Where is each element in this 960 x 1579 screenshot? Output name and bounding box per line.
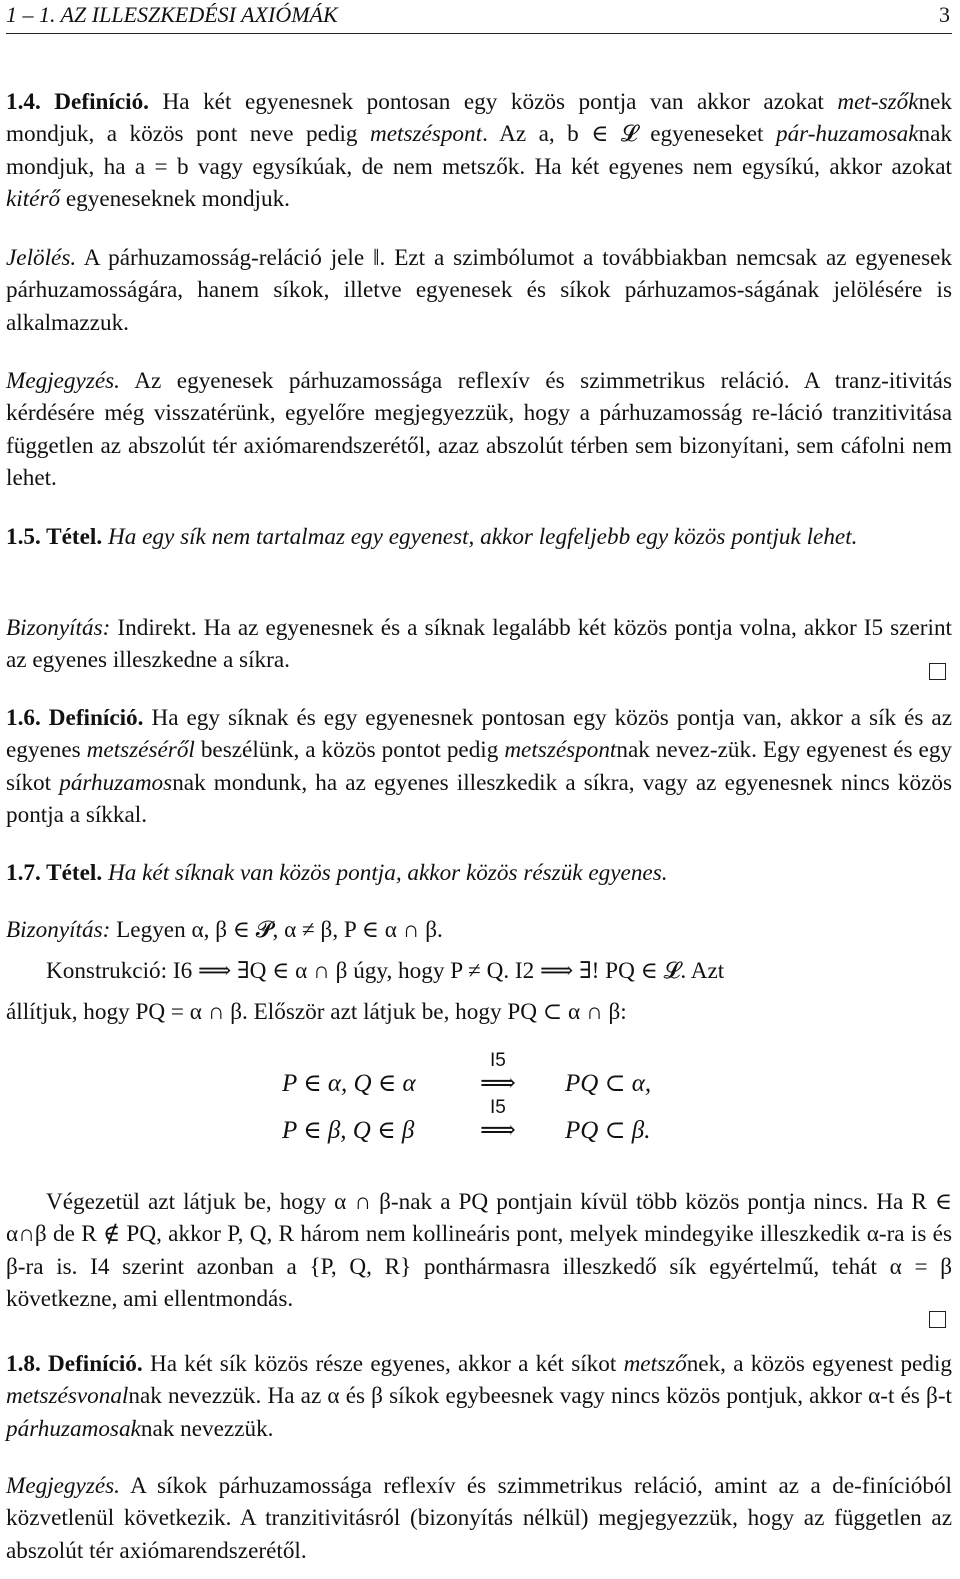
emph-term: metszéspont	[370, 121, 483, 148]
display-eq-1-axiom: I5	[490, 1050, 506, 1071]
body-text: Konstrukció: I6 ⟹ ∃Q ∈ α ∩ β úgy, hogy P ≠ Q. I2 ⟹ ∃! PQ ∈ 𝓛. Azt	[46, 958, 725, 984]
emph-term: metszéspont	[504, 737, 617, 764]
body-text: A síkok párhuzamossága reflexív és szimmetrikus reláció, amint az a de-finícióból közvetlenül következik. A tranzitivitásról (bizonyítás nélkül) megjegyezzük, hogy az független az abszolút tér axiómarendszerétől.	[6, 1473, 952, 1564]
body-text: Az egyenesek párhuzamossága reflexív és szimmetrikus reláció. A tranz-itivitás kérdésére még visszatérünk, egyelőre megjegyezzük, hogy a párhuzamosság re-láció tranzitivitása független az abszolút tér axiómarendszerétől, azaz abszolút térben sem bizonyítani, sem cáfolni nem lehet.	[6, 368, 952, 491]
body-text: Ha egy síknak és egy egyenesnek pontosan egy közös pontja van, akkor a sík és az egyenes	[6, 705, 952, 764]
display-eq-1-right: PQ ⊂ α,	[565, 1070, 652, 1097]
definition-1-8	[6, 1348, 952, 1445]
emph-term: kitérő	[6, 185, 61, 212]
theorem-text: Ha két síknak van közös pontja, akkor közös részük egyenes.	[102, 860, 668, 886]
body-text: A párhuzamosság-reláció jele ‖. Ezt a szimbólumot a továbbiakban nemcsak az egyenesek párhuzamosságára, hanem síkok, illetve egyenesek és síkok párhuzamos-ságának jelölésére is alkalmazzuk.	[6, 245, 952, 336]
remark-label: Megjegyzés.	[6, 1473, 120, 1499]
emph-term: pár-huzamosak	[775, 121, 919, 148]
body-text: nek, a közös egyenest pedig	[686, 1351, 952, 1377]
header-title: 1 – 1. AZ ILLESZKEDÉSI AXIÓMÁK	[6, 2, 338, 27]
body-text: nak nevez-zük. Egy egyenest és egy síkot	[6, 737, 953, 796]
body-text: állítjuk, hogy PQ = α ∩ β. Először azt látjuk be, hogy PQ ⊂ α ∩ β:	[6, 999, 627, 1025]
body-text: Ha két egyenesnek pontosan egy közös pontja van akkor azokat	[148, 89, 838, 115]
proof-1-7-line-3	[6, 996, 952, 1028]
body-text: nek mondjuk, a közös pont neve pedig	[6, 89, 953, 148]
remark-label: Megjegyzés.	[6, 368, 120, 394]
qed-box-icon	[929, 663, 946, 680]
implies-arrow-icon: ⟹	[480, 1070, 516, 1097]
theorem-text: Ha egy sík nem tartalmaz egy egyenest, akkor legfeljebb egy közös pontjuk lehet.	[102, 524, 858, 550]
theorem-1-7	[6, 857, 952, 889]
proof-label: Bizonyítás:	[6, 917, 111, 943]
emph-term: párhuzamos	[59, 769, 173, 796]
emph-term: metszéséről	[86, 737, 195, 764]
qed-box-icon	[929, 1311, 946, 1328]
body-text: . Az a, b ∈ 𝓛 egyeneseket	[482, 121, 776, 148]
running-header	[6, 0, 952, 32]
body-text: beszélünk, a közös pontot pedig	[194, 737, 505, 764]
remark-2	[6, 1470, 952, 1567]
definition-1-4	[6, 86, 952, 215]
definition-label: 1.4. Definíció.	[6, 89, 149, 115]
body-text: egyeneseknek mondjuk.	[60, 185, 290, 212]
emph-term: met-szők	[837, 89, 919, 115]
emph-term: metsző	[623, 1351, 687, 1377]
body-text: nak mondunk, ha az egyenes illeszkedik a síkra, vagy az egyenesnek nincs közös pontja a síkkal.	[6, 769, 952, 828]
proof-1-7-paragraph-2	[6, 1186, 952, 1315]
emph-term: metszésvonal	[6, 1383, 129, 1410]
notation-label: Jelölés.	[6, 245, 77, 271]
display-eq-2-right: PQ ⊂ β.	[565, 1117, 651, 1144]
body-text: Indirekt. Ha az egyenesnek és a síknak legalább két közös pontja volna, akkor I5 szerint az egyenes illeszkedne a síkra.	[6, 615, 952, 674]
proof-1-7-line-1	[6, 914, 952, 946]
implies-arrow-icon: ⟹	[480, 1117, 516, 1144]
remark-1	[6, 365, 952, 494]
definition-label: 1.8. Definíció.	[6, 1351, 143, 1377]
header-rule	[6, 33, 952, 34]
display-eq-1-left: P ∈ α, Q ∈ α	[282, 1070, 416, 1097]
theorem-label: 1.5. Tétel.	[6, 524, 103, 550]
theorem-label: 1.7. Tétel.	[6, 860, 103, 886]
notation-paragraph	[6, 242, 952, 339]
body-text: Legyen α, β ∈ 𝓟, α ≠ β, P ∈ α ∩ β.	[110, 917, 443, 943]
page-number: 3	[939, 2, 950, 27]
proof-1-5	[6, 612, 952, 677]
body-text: nak nevezzük.	[140, 1415, 274, 1442]
theorem-1-5	[6, 521, 952, 553]
display-eq-2-axiom: I5	[490, 1097, 506, 1118]
display-eq-2-left: P ∈ β, Q ∈ β	[282, 1117, 415, 1144]
definition-1-6	[6, 702, 952, 831]
emph-term: párhuzamosak	[6, 1415, 141, 1442]
definition-label: 1.6. Definíció.	[6, 705, 144, 731]
body-text: nak nevezzük. Ha az α és β síkok egybeesnek vagy nincs közös pontjuk, akkor α-t és β-t	[128, 1383, 952, 1410]
proof-1-7-line-2	[46, 955, 952, 987]
body-text: Ha két sík közös része egyenes, akkor a két síkot	[142, 1351, 624, 1377]
body-text: nak mondjuk, ha a = b vagy egysíkúak, de nem metszők. Ha két egyenes nem egysíkú, akkor azokat	[6, 121, 952, 180]
body-text: Végezetül azt látjuk be, hogy α ∩ β-nak a PQ pontjain kívül több közös pontja nincs. Ha R ∈ α∩β de R ∉ PQ, akkor P, Q, R három nem kollineáris pont, melyek mindegyike illeszkedik α-ra is és β-ra is. I4 szerint azonban a {P, Q, R} ponthármasra illeszkedő sík egyértelmű, tehát α = β következne, ami ellentmondás.	[6, 1189, 952, 1312]
proof-label: Bizonyítás:	[6, 615, 111, 641]
